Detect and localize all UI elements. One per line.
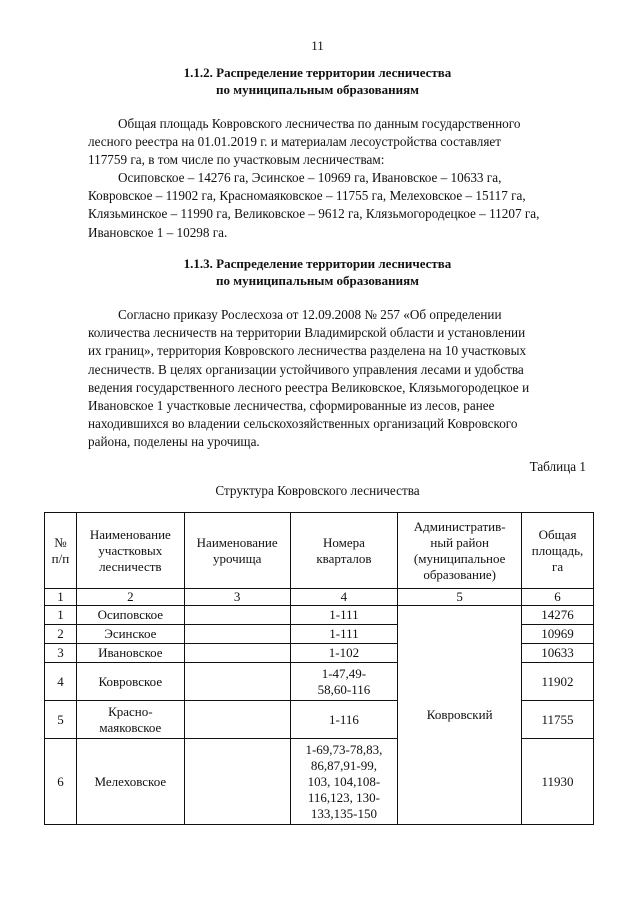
column-index-cell: 2 bbox=[76, 589, 184, 606]
quarters-text: 103, 104,108- bbox=[307, 773, 381, 789]
district-cell: Ковровский bbox=[398, 606, 522, 825]
quarters-cell bbox=[290, 644, 398, 663]
header-cell-quarters bbox=[290, 513, 398, 589]
column-index-cell: 4 bbox=[290, 589, 398, 606]
quarters-text: 133,135-150 bbox=[310, 805, 377, 821]
tract-cell bbox=[184, 625, 290, 644]
forestry-name-text: Осиповское bbox=[97, 607, 164, 622]
forestry-name-cell bbox=[76, 644, 184, 663]
table-title: Структура Ковровского лесничества bbox=[215, 483, 420, 498]
header-text: кварталов bbox=[316, 550, 372, 566]
column-index-cell: 1 bbox=[45, 589, 77, 606]
area-cell: 11930 bbox=[522, 739, 594, 825]
page-number: 11 bbox=[311, 38, 324, 53]
header-text: лесничеств bbox=[99, 558, 162, 574]
header-text: (муниципальное bbox=[413, 550, 506, 566]
tract-cell bbox=[184, 663, 290, 701]
header-cell-district bbox=[398, 513, 522, 589]
area-cell: 11755 bbox=[522, 701, 594, 739]
quarters-text: 1-116 bbox=[329, 711, 359, 727]
forestry-name-text: Ковровское bbox=[98, 673, 163, 689]
column-index-cell: 3 bbox=[184, 589, 290, 606]
area-cell: 14276 bbox=[522, 606, 594, 625]
quarters-text: 86,87,91-99, bbox=[310, 757, 377, 773]
tract-cell bbox=[184, 739, 290, 825]
header-cell-number bbox=[45, 513, 77, 589]
header-text: Общая bbox=[538, 526, 577, 542]
header-text: площадь, bbox=[531, 542, 584, 558]
header-text: урочища bbox=[212, 550, 262, 566]
row-number-cell: 3 bbox=[45, 644, 77, 663]
forestry-area-list bbox=[88, 169, 578, 242]
table-header-row bbox=[45, 513, 594, 589]
quarters-cell bbox=[290, 606, 398, 625]
quarters-text: 58,60-116 bbox=[317, 681, 371, 697]
area-cell: 11902 bbox=[522, 663, 594, 701]
column-index-cell: 6 bbox=[522, 589, 594, 606]
tract-cell bbox=[184, 606, 290, 625]
section-heading-line: по муниципальным образованиям bbox=[215, 82, 420, 97]
quarters-cell bbox=[290, 701, 398, 739]
tract-cell bbox=[184, 701, 290, 739]
header-cell-tract bbox=[184, 513, 290, 589]
forestry-name-cell bbox=[76, 739, 184, 825]
text-line: количества лесничеств на территории Владимирской области и установлении bbox=[88, 325, 526, 341]
row-number-cell: 1 bbox=[45, 606, 77, 625]
text-line: Общая площадь Ковровского лесничества по данным государственного bbox=[118, 116, 521, 131]
quarters-cell bbox=[290, 663, 398, 701]
quarters-text: 116,123, 130- bbox=[307, 789, 380, 805]
quarters-text: 1-47,49- bbox=[321, 665, 367, 681]
forestry-structure-table bbox=[44, 512, 594, 825]
area-cell: 10633 bbox=[522, 644, 594, 663]
header-cell-forestry bbox=[76, 513, 184, 589]
header-text: № bbox=[54, 534, 67, 550]
section-heading bbox=[0, 64, 635, 98]
text-line: Ивановское 1 участковые лесничества, сформированные из лесов, ранее bbox=[88, 398, 495, 414]
text-line: лесничеств. В целях организации устойчивого управления лесами и удобства bbox=[88, 361, 524, 377]
forestry-name-cell bbox=[76, 606, 184, 625]
forestry-name-text: Эсинское bbox=[104, 626, 157, 641]
forestry-name-cell bbox=[76, 625, 184, 644]
forestry-name-text: Ивановское bbox=[98, 645, 163, 660]
text-line: находившихся во владении сельскохозяйственных организаций Ковровского bbox=[88, 416, 518, 432]
forestry-name-cell bbox=[76, 663, 184, 701]
text-line: Ивановское 1 – 10298 га. bbox=[88, 224, 228, 240]
section-heading-line: 1.1.3. Распределение территории лесничества bbox=[183, 256, 452, 271]
section-heading bbox=[0, 255, 635, 289]
text-line: их границ», территория Ковровского лесничества разделена на 10 участковых bbox=[88, 343, 527, 359]
text-line: Осиповское – 14276 га, Эсинское – 10969 га, Ивановское – 10633 га, bbox=[118, 170, 502, 185]
row-number-cell: 2 bbox=[45, 625, 77, 644]
text-line: 117759 га, в том числе по участковым лесничествам: bbox=[88, 152, 385, 168]
row-number-cell: 5 bbox=[45, 701, 77, 739]
header-text: га bbox=[551, 558, 564, 574]
tract-cell bbox=[184, 644, 290, 663]
forestry-name-text: Мелеховское bbox=[94, 773, 167, 789]
section-heading-line: по муниципальным образованиям bbox=[215, 273, 420, 288]
quarters-text: 1-111 bbox=[329, 607, 359, 622]
forestry-name-text: Красно- bbox=[108, 703, 153, 719]
section-heading-line: 1.1.2. Распределение территории лесничества bbox=[183, 65, 452, 80]
text-line: Клязьминское – 11990 га, Великовское – 9612 га, Клязьмогородецкое – 11207 га, bbox=[88, 206, 540, 222]
header-text: п/п bbox=[51, 550, 70, 566]
column-index-cell: 5 bbox=[398, 589, 522, 606]
text-line: ведения государственного лесного реестра Великовское, Клязьмогородецкое и bbox=[88, 379, 530, 395]
header-text: Наименование bbox=[196, 534, 278, 550]
row-number-cell: 4 bbox=[45, 663, 77, 701]
quarters-cell bbox=[290, 739, 398, 825]
header-text: Номера bbox=[322, 534, 365, 550]
text-line: лесного реестра на 01.01.2019 г. и материалам лесоустройства составляет bbox=[88, 134, 502, 150]
column-index-row bbox=[45, 589, 594, 606]
quarters-cell bbox=[290, 625, 398, 644]
text-line: Ковровское – 11902 га, Красномаяковское – 11755 га, Мелеховское – 15117 га, bbox=[88, 188, 526, 204]
forestry-name-cell bbox=[76, 701, 184, 739]
text-line: района, поделены на урочища. bbox=[88, 434, 260, 450]
header-text: Административ- bbox=[413, 518, 506, 534]
header-text: участковых bbox=[98, 542, 163, 558]
quarters-text: 1-69,73-78,83, bbox=[305, 741, 383, 757]
quarters-text: 1-102 bbox=[328, 645, 360, 660]
forestry-name-text: маяковское bbox=[99, 719, 162, 735]
quarters-text: 1-111 bbox=[329, 626, 359, 641]
table-row bbox=[45, 606, 594, 625]
order-paragraph bbox=[88, 306, 578, 452]
header-text: Наименование bbox=[89, 526, 171, 542]
area-cell: 10969 bbox=[522, 625, 594, 644]
header-cell-area bbox=[522, 513, 594, 589]
text-line: Согласно приказу Рослесхоза от 12.09.2008 № 257 «Об определении bbox=[118, 307, 502, 322]
area-paragraph bbox=[88, 115, 578, 170]
table-number: Таблица 1 bbox=[529, 459, 586, 474]
header-text: ный район bbox=[430, 534, 489, 550]
header-text: образование) bbox=[423, 566, 497, 582]
row-number-cell: 6 bbox=[45, 739, 77, 825]
